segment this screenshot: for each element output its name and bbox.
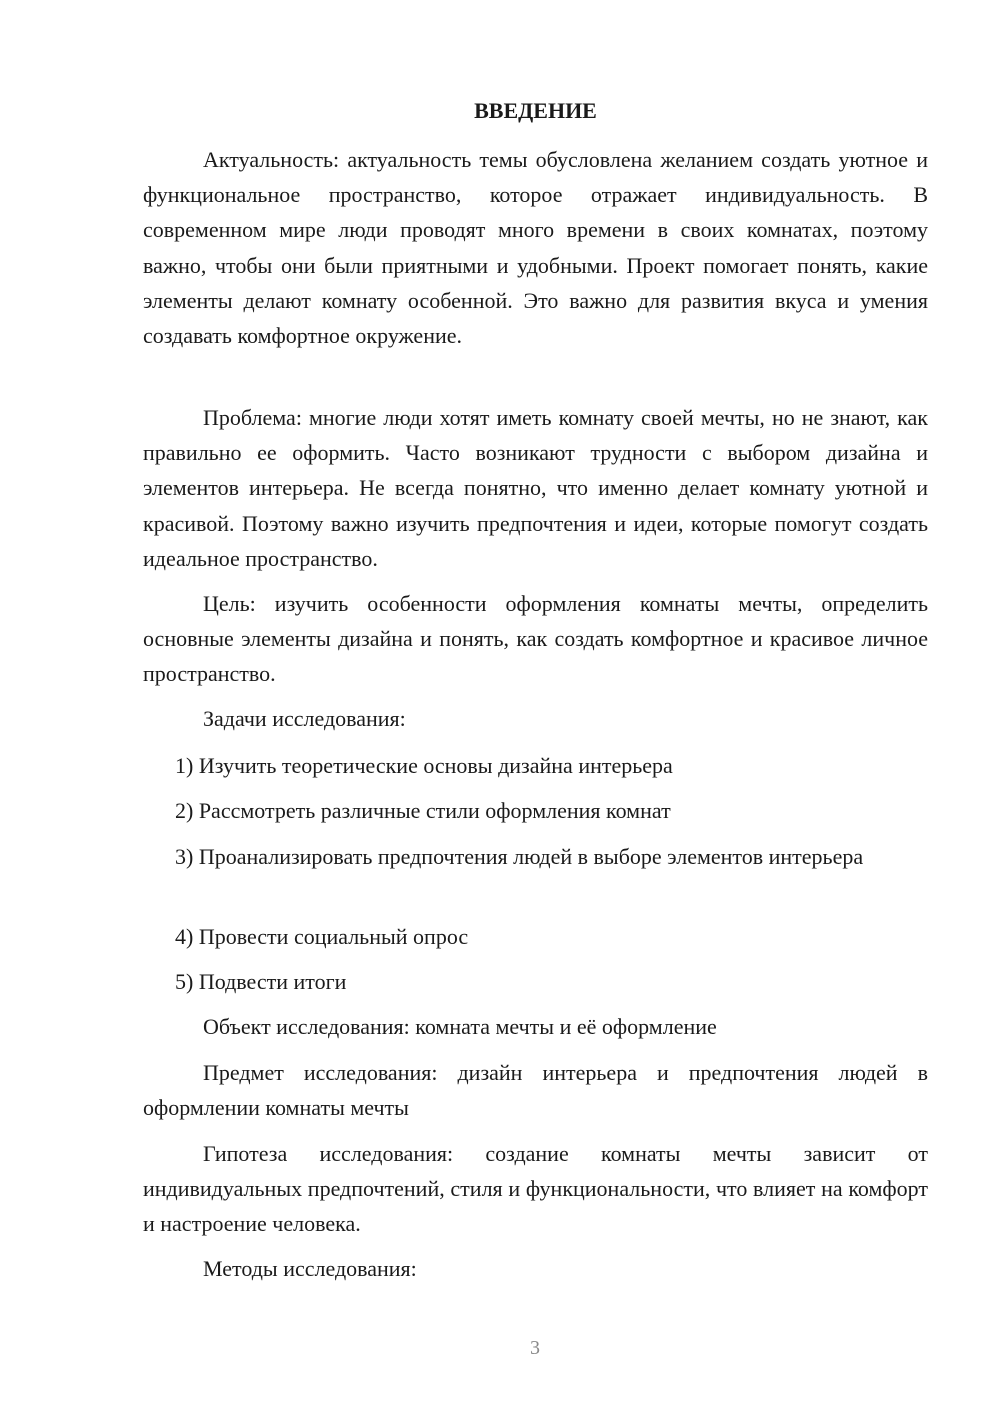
object-paragraph: Объект исследования: комната мечты и её оформление <box>203 1014 717 1039</box>
subject-paragraph: Предмет исследования: дизайн интерьера и предпочтения людей в оформлении комнаты мечты <box>143 1060 928 1121</box>
task-item-1: 1) Изучить теоретические основы дизайна интерьера <box>175 753 673 778</box>
methods-heading: Методы исследования: <box>203 1256 417 1281</box>
goal-paragraph: Цель: изучить особенности оформления комнаты мечты, определить основные элементы дизайна и понять, как создать комфортное и красивое личное пространство. <box>143 591 928 687</box>
task-item-4: 4) Провести социальный опрос <box>175 924 469 949</box>
task-item-5: 5) Подвести итоги <box>175 969 347 994</box>
section-heading: ВВЕДЕНИЕ <box>474 98 597 123</box>
hypothesis-paragraph: Гипотеза исследования: создание комнаты мечты зависит от индивидуальных предпочтений, стиля и функциональности, что влияет на комфорт и настроение человека. <box>143 1141 928 1237</box>
tasks-heading: Задачи исследования: <box>203 706 406 731</box>
task-item-3: 3) Проанализировать предпочтения людей в выборе элементов интерьера <box>175 844 864 869</box>
problem-paragraph: Проблема: многие люди хотят иметь комнату своей мечты, но не знают, как правильно ее оформить. Часто возникают трудности с выбором дизайна и элементов интерьера. Не всегда понятно, что именно делает комнату уютной и красивой. Поэтому важно изучить предпочтения и идеи, которые помогут создать идеальное пространство. <box>143 405 928 571</box>
page-number: 3 <box>530 1337 540 1359</box>
task-item-2: 2) Рассмотреть различные стили оформления комнат <box>175 798 671 823</box>
relevance-paragraph: Актуальность: актуальность темы обусловлена желанием создать уютное и функциональное пространство, которое отражает индивидуальность. В современном мире люди проводят много времени в своих комнатах, поэтому важно, чтобы они были приятными и удобными. Проект помогает понять, какие элементы делают комнату особенной. Это важно для развития вкуса и умения создавать комфортное окружение. <box>143 147 928 349</box>
